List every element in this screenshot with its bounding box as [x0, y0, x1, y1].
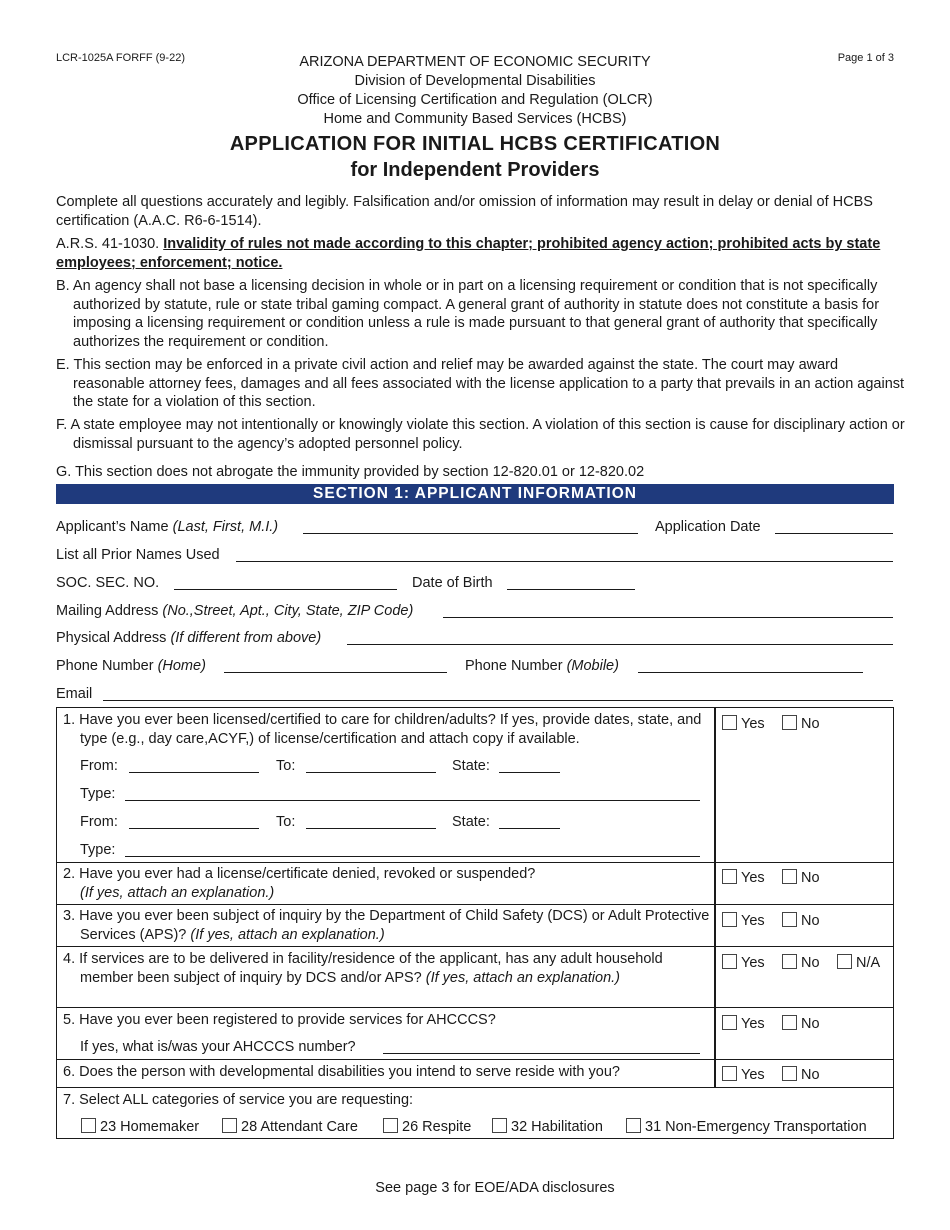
question-5-text: 5. Have you ever been registered to provide services for AHCCCS? — [63, 1012, 496, 1028]
q6-yes-option[interactable]: Yes — [722, 1066, 765, 1083]
q1-to-label-2: To: — [276, 814, 296, 830]
prior-names-field[interactable] — [236, 561, 893, 562]
page-title: APPLICATION FOR INITIAL HCBS CERTIFICATION — [229, 133, 721, 155]
section-1-heading: SECTION 1: APPLICANT INFORMATION — [56, 484, 894, 504]
physical-address-field[interactable] — [347, 644, 893, 645]
q1-type-label-1: Type: — [80, 786, 116, 802]
q4-yes-option[interactable]: Yes — [722, 954, 765, 971]
application-date-field[interactable] — [775, 533, 893, 534]
clause-f: F. A state employee may not intentionally or knowingly violate this section. A violation of this section is cause for disciplinary action or dismissal pursuant to the agency’s adopted personnel policy. — [56, 417, 905, 452]
service-option-respite[interactable]: 26 Respite — [383, 1118, 471, 1135]
q1-from-label-2: From: — [80, 814, 118, 830]
q1-no-checkbox[interactable] — [782, 715, 797, 730]
question-3-text: 3. Have you ever been subject of inquiry by the Department of Child Safety (DCS) or Adult Protective Services (APS)? (If yes, attach an explanation.) — [63, 908, 710, 943]
q2-no-option[interactable]: No — [782, 869, 820, 886]
footer-note: See page 3 for EOE/ADA disclosures — [375, 1180, 615, 1196]
form-number: LCR-1025A FORFF (9-22) — [56, 52, 185, 64]
clause-b: B. An agency shall not base a licensing decision in whole or in part on a licensing requirement or condition that is not specifically authorized by statute, rule or state tribal gaming compact. A general grant of authority in statute does not constitute a basis for imposing a licensing requirement or condition unless a rule is made pursuant to that general grant of authority that specifically authorizes the requirement or condition. — [56, 278, 880, 350]
q1-type-label-2: Type: — [80, 842, 116, 858]
q5-yes-checkbox[interactable] — [722, 1015, 737, 1030]
dob-field[interactable] — [507, 589, 635, 590]
clause-g: G. This section does not abrogate the immunity provided by section 12-820.01 or 12-820.02 — [56, 464, 645, 480]
ahcccs-number-field[interactable] — [383, 1053, 700, 1054]
phone-home-label: Phone Number (Home) — [56, 658, 206, 674]
ssn-field[interactable] — [174, 589, 397, 590]
instructions: Complete all questions accurately and legibly. Falsification and/or omission of information may result in delay or denial of HCBS certification (A.A.C. R6-6-1514). — [56, 194, 873, 229]
q1-state-label-1: State: — [452, 758, 490, 774]
question-4-text: 4. If services are to be delivered in facility/residence of the applicant, has any adult household member been subject of inquiry by DCS and/or APS? (If yes, attach an explanation.) — [63, 951, 663, 986]
program-name: Home and Community Based Services (HCBS) — [323, 111, 627, 127]
email-field[interactable] — [103, 700, 893, 701]
service-option-homemaker[interactable]: 23 Homemaker — [81, 1118, 199, 1135]
q1-from-field-1[interactable] — [129, 772, 259, 773]
phone-mobile-field[interactable] — [638, 672, 863, 673]
q4-na-checkbox[interactable] — [837, 954, 852, 969]
q1-to-label-1: To: — [276, 758, 296, 774]
q6-no-checkbox[interactable] — [782, 1066, 797, 1081]
q5-no-option[interactable]: No — [782, 1015, 820, 1032]
q4-na-option[interactable]: N/A — [837, 954, 880, 971]
service-option-attendant-care[interactable]: 28 Attendant Care — [222, 1118, 358, 1135]
q1-yes-option[interactable]: Yes — [722, 715, 765, 732]
q5-no-checkbox[interactable] — [782, 1015, 797, 1030]
service-checkbox-homemaker[interactable] — [81, 1118, 96, 1133]
statute-heading — [56, 235, 896, 272]
division-name: Division of Developmental Disabilities — [354, 73, 596, 89]
q4-no-option[interactable]: No — [782, 954, 820, 971]
service-checkbox-habilitation[interactable] — [492, 1118, 507, 1133]
q6-no-option[interactable]: No — [782, 1066, 820, 1083]
q2-no-checkbox[interactable] — [782, 869, 797, 884]
service-checkbox-attendant-care[interactable] — [222, 1118, 237, 1133]
q4-yes-checkbox[interactable] — [722, 954, 737, 969]
question-6-text: 6. Does the person with developmental disabilities you intend to serve reside with you? — [63, 1064, 620, 1080]
q1-from-label-1: From: — [80, 758, 118, 774]
q6-yes-checkbox[interactable] — [722, 1066, 737, 1081]
q3-yes-option[interactable]: Yes — [722, 912, 765, 929]
phone-home-field[interactable] — [224, 672, 447, 673]
question-1-text: 1. Have you ever been licensed/certified to care for children/adults? If yes, provide dates, state, and type (e.g., day care,ACYF,) of license/certification and attach copy if available. — [63, 712, 702, 747]
q1-from-field-2[interactable] — [129, 828, 259, 829]
ahcccs-number-label: If yes, what is/was your AHCCCS number? — [80, 1039, 356, 1055]
page-subtitle: for Independent Providers — [350, 159, 600, 181]
mailing-address-field[interactable] — [443, 617, 893, 618]
statute-title: Invalidity of rules not made according to this chapter; prohibited agency action; prohibited acts by state employees; enforcement; notice. — [56, 236, 881, 271]
q1-no-option[interactable]: No — [782, 715, 820, 732]
email-label: Email — [56, 686, 93, 702]
q1-to-field-2[interactable] — [306, 828, 436, 829]
physical-address-label: Physical Address (If different from above) — [56, 630, 322, 646]
q1-yes-checkbox[interactable] — [722, 715, 737, 730]
mailing-address-label: Mailing Address (No.,Street, Apt., City, State, ZIP Code) — [56, 603, 414, 619]
q3-yes-checkbox[interactable] — [722, 912, 737, 927]
application-date-label: Application Date — [655, 519, 761, 535]
applicant-name-label: Applicant’s Name (Last, First, M.I.) — [56, 519, 279, 535]
q4-no-checkbox[interactable] — [782, 954, 797, 969]
q1-state-label-2: State: — [452, 814, 490, 830]
question-7-text: 7. Select ALL categories of service you are requesting: — [63, 1092, 414, 1108]
service-option-transportation[interactable]: 31 Non-Emergency Transportation — [626, 1118, 867, 1135]
page-number: Page 1 of 3 — [837, 52, 894, 64]
applicant-name-field[interactable] — [303, 533, 638, 534]
ssn-label: SOC. SEC. NO. — [56, 575, 160, 591]
statute-ref: A.R.S. 41-1030. — [56, 236, 164, 252]
service-checkbox-respite[interactable] — [383, 1118, 398, 1133]
q2-yes-checkbox[interactable] — [722, 869, 737, 884]
service-option-habilitation[interactable]: 32 Habilitation — [492, 1118, 603, 1135]
q2-yes-option[interactable]: Yes — [722, 869, 765, 886]
q1-state-field-1[interactable] — [499, 772, 560, 773]
q5-yes-option[interactable]: Yes — [722, 1015, 765, 1032]
clause-e: E. This section may be enforced in a private civil action and relief may be awarded against the state. The court may award reasonable attorney fees, damages and all fees associated with the license application to a party that prevails in an action against the state for a violation of this section. — [56, 357, 905, 411]
prior-names-label: List all Prior Names Used — [56, 547, 220, 563]
q3-no-checkbox[interactable] — [782, 912, 797, 927]
office-name: Office of Licensing Certification and Regulation (OLCR) — [297, 92, 653, 108]
q1-type-field-2[interactable] — [125, 856, 700, 857]
agency-name: ARIZONA DEPARTMENT OF ECONOMIC SECURITY — [299, 54, 651, 70]
q1-type-field-1[interactable] — [125, 800, 700, 801]
q3-no-option[interactable]: No — [782, 912, 820, 929]
phone-mobile-label: Phone Number (Mobile) — [465, 658, 619, 674]
service-checkbox-transportation[interactable] — [626, 1118, 641, 1133]
dob-label: Date of Birth — [412, 575, 493, 591]
question-2-text: 2. Have you ever had a license/certificate denied, revoked or suspended? (If yes, attach an explanation.) — [63, 866, 536, 901]
q1-state-field-2[interactable] — [499, 828, 560, 829]
q1-to-field-1[interactable] — [306, 772, 436, 773]
